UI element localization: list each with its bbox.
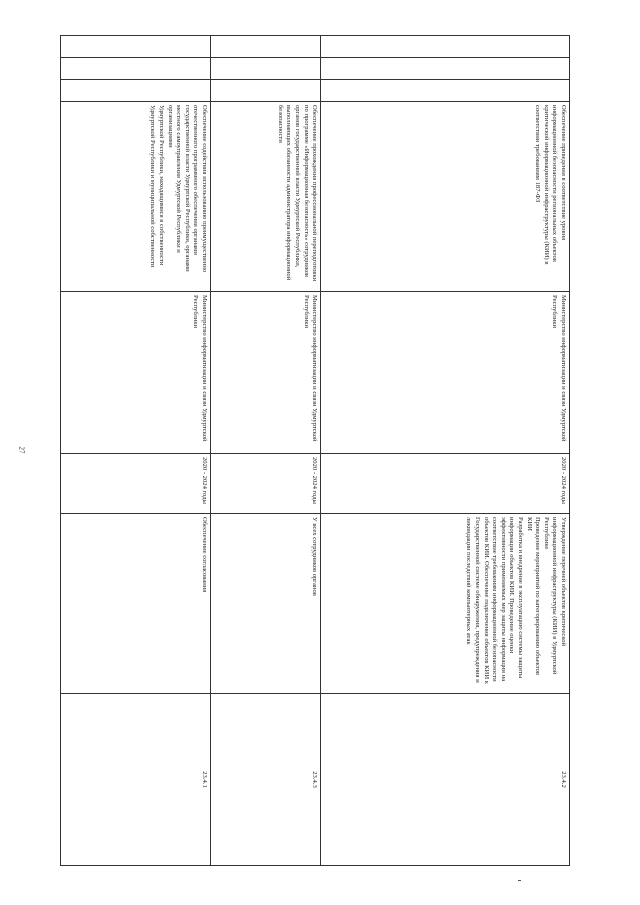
task-cell: Обеспечение приведения в соответствие уровня информационной безопасности региональных объектов критической информационной инфраструктуры (КИИ) в соответствии требованиям 187-ФЗ [321,102,570,292]
table-row [321,36,570,866]
measures-table [60,35,570,866]
organization-cell: Министерство информатизации и связи Удмуртской Республики [321,292,570,454]
scan-mark [518,880,521,881]
period-cell: 2020 - 2024 годы [61,454,211,514]
empty-cell [210,36,320,58]
page-number: 27 [17,446,26,454]
empty-cell [61,36,211,58]
organization-cell: Министерство информатизации и связи Удмуртской Республики [61,292,211,454]
code-cell: 23.4.2 [321,694,570,866]
task-cell: Обеспечение прохождения профессиональной переподготовки по программе «Информационная безопасность» сотрудников органов государственной власти Удмуртской Республики, выполняющих обязанности администратора информационной безопасности [210,102,320,292]
period-cell: 2020 - 2024 годы [210,454,320,514]
table-row [210,36,320,866]
empty-cell [61,58,211,80]
empty-cell [321,58,570,80]
result-cell: Утверждение перечней объектов критической информационной инфраструктуры (КИИ) в Удмуртской Республике Проведение мероприятий по категорированию объектов КИИ Разработка и внедрение в эксплуатацию системы защиты информации объектов КИИ. Проведение оценки эффективности применяемых мер защиты информации на соответствие требованиям информационной безопасности объектов КИИ. Обеспечение подключения объектов КИИ к Государственной системе обнаружения, предупреждения и ликвидации последствий компьютерных атак [321,514,570,694]
organization-cell: Министерство информатизации и связи Удмуртской Республики [210,292,320,454]
period-cell: 2020 - 2024 годы [321,454,570,514]
empty-cell [61,80,211,102]
code-cell: 23.4.1 [61,694,211,866]
empty-cell [210,80,320,102]
empty-cell [321,36,570,58]
result-cell: Обеспечение согласования [61,514,211,694]
empty-cell [210,58,320,80]
empty-cell [321,80,570,102]
rotated-page-content [60,35,570,865]
task-cell: Обеспечение содействия использованию преимущественно отечественного программного обеспечения органами государственной власти Удмуртской Республики, органами местного самоуправления Удмуртской Республики и организациями Удмуртской Республики, находящимися в собственности Удмуртской Республики и муниципальной собственности [61,102,211,292]
result-cell: У всех сотрудников органов [210,514,320,694]
code-cell: 23.4.3 [210,694,320,866]
table-row [61,36,211,866]
